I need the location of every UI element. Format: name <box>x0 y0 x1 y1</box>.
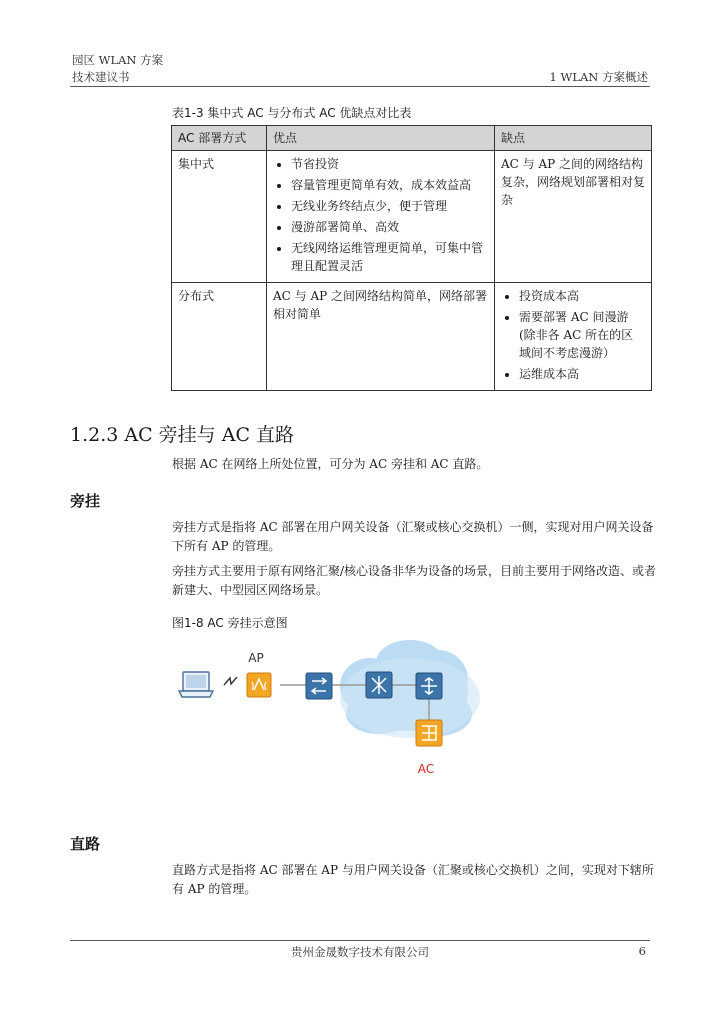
ac-label: AC <box>417 762 435 776</box>
network-cloud <box>340 640 480 738</box>
table-cell-cons <box>495 283 652 391</box>
access-switch-icon <box>306 673 332 699</box>
bypass-paragraph-2: 旁挂方式主要用于原有网络汇聚/核心设备非华为设备的场景，目前主要用于网络改造、或者新建大、中型园区网络场景。 <box>172 564 657 597</box>
comparison-table <box>171 125 652 391</box>
wireless-signal-icon <box>224 677 237 685</box>
table-cell-mode: 集中式 <box>172 151 267 283</box>
ac-bypass-diagram <box>170 638 510 788</box>
core-switch-icon <box>366 672 392 698</box>
table-cell-mode: 分布式 <box>172 283 267 391</box>
router-icon <box>416 673 442 699</box>
bypass-paragraph-1: 旁挂方式是指将 AC 部署在用户网关设备（汇聚或核心交换机）一侧，实现对用户网关设备下所有 AP 的管理。 <box>172 520 654 553</box>
table-header-row <box>172 126 652 151</box>
table-header-cons: 缺点 <box>495 126 652 151</box>
header-rule <box>70 86 650 87</box>
list-item: • 节省投资 <box>291 155 488 173</box>
table-header-pros: 优点 <box>267 126 495 151</box>
table-caption: 表1-3 集中式 AC 与分布式 AC 优缺点对比表 <box>172 106 412 120</box>
list-item: • 无线业务终结点少，便于管理 <box>291 197 488 215</box>
section-title: 1.2.3 AC 旁挂与 AC 直路 <box>70 424 295 446</box>
access-controller-icon <box>416 720 442 746</box>
figure-caption: 图1-8 AC 旁挂示意图 <box>172 616 288 630</box>
list-item: • 容量管理更简单有效，成本效益高 <box>291 176 488 194</box>
table-header-mode: AC 部署方式 <box>172 126 267 151</box>
bypass-heading: 旁挂 <box>70 492 101 510</box>
footer-company: 贵州金晟数字技术有限公司 <box>291 945 429 959</box>
table-cell-pros: AC 与 AP 之间网络结构简单，网络部署相对简单 <box>267 283 495 391</box>
footer-rule <box>70 940 650 941</box>
table-cell-pros <box>267 151 495 283</box>
pros-list <box>273 155 488 275</box>
laptop-icon <box>179 672 213 697</box>
ap-label: AP <box>248 651 264 665</box>
list-item: • 运维成本高 <box>519 365 645 383</box>
page-number: 6 <box>638 944 646 958</box>
table-row <box>172 283 652 391</box>
list-item: • 漫游部署简单、高效 <box>291 218 488 236</box>
header-line1: 园区 WLAN 方案 <box>72 53 164 67</box>
list-item: • 投资成本高 <box>519 287 645 305</box>
header-chapter: 1 WLAN 方案概述 <box>549 70 648 84</box>
header-doc-title <box>72 52 163 86</box>
table-cell-cons: AC 与 AP 之间的网络结构复杂，网络规划部署相对复杂 <box>495 151 652 283</box>
direct-heading: 直路 <box>70 835 101 853</box>
list-item: • 需要部署 AC 间漫游(除非各 AC 所在的区域间不考虑漫游） <box>519 308 645 362</box>
direct-paragraph-1: 直路方式是指将 AC 部署在 AP 与用户网关设备（汇聚或核心交换机）之间，实现对下辖所有 AP 的管理。 <box>172 863 654 896</box>
access-point-icon <box>247 673 271 697</box>
cons-list <box>501 287 645 383</box>
section-intro: 根据 AC 在网络上所处位置，可分为 AC 旁挂和 AC 直路。 <box>172 457 489 471</box>
header-line2: 技术建议书 <box>72 70 130 84</box>
list-item: • 无线网络运维管理更简单，可集中管理且配置灵活 <box>291 239 488 275</box>
table-row <box>172 151 652 283</box>
